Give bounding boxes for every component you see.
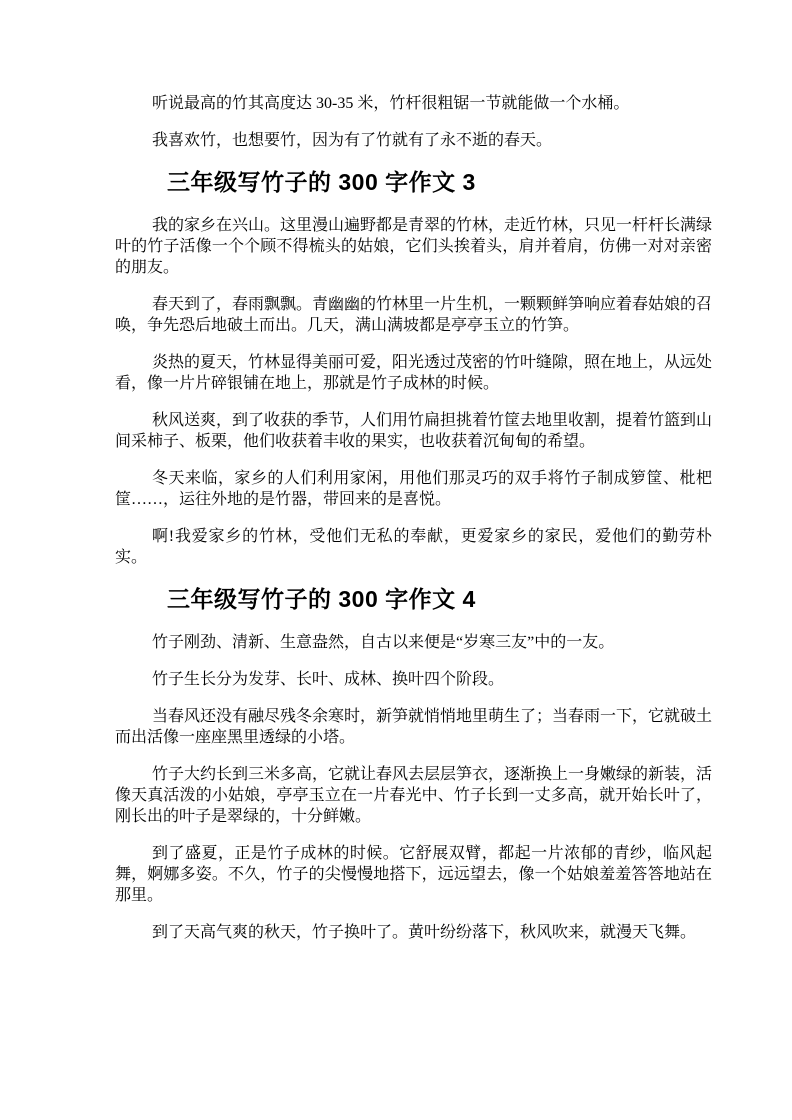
- essay-3-paragraph-6: 啊!我爱家乡的竹林，受他们无私的奉献，更爱家乡的家民，爱他们的勤劳朴实。: [115, 528, 712, 566]
- essay-4-paragraph-2: 竹子生长分为发芽、长叶、成林、换叶四个阶段。: [152, 671, 505, 688]
- essay-4-paragraph-1: 竹子刚劲、清新、生意盎然，自古以来便是“岁寒三友”中的一友。: [152, 634, 615, 651]
- essay-3-paragraph-5: 冬天来临，家乡的人们利用家闲，用他们那灵巧的双手将竹子制成箩筐、枇杷筐……，运往外地的是竹器，带回来的是喜悦。: [115, 470, 712, 508]
- essay-3-paragraph-2: 春天到了，春雨飘飘。青幽幽的竹林里一片生机，一颗颗鲜笋响应着春姑娘的召唤，争先恐后地破土而出。几天，满山满坡都是亭亭玉立的竹笋。: [115, 296, 713, 334]
- essay-4-paragraph-6: 到了天高气爽的秋天，竹子换叶了。黄叶纷纷落下，秋风吹来，就漫天飞舞。: [152, 924, 697, 941]
- essay-3-paragraph-4: 秋风送爽，到了收获的季节，人们用竹扁担挑着竹筐去地里收割，提着竹篮到山间采柿子、板栗，他们收获着丰收的果实，也收获着沉甸甸的希望。: [115, 412, 713, 450]
- essay-3-title: 三年级写竹子的 300 字作文 3: [167, 169, 476, 195]
- intro-paragraph-1: 听说最高的竹其高度达 30-35 米，竹杆很粗锯一节就能做一个水桶。: [152, 95, 630, 112]
- essay-4-paragraph-4: 竹子大约长到三米多高，它就让春风去层层笋衣，逐渐换上一身嫩绿的新装，活像天真活泼的小姑娘，亭亭玉立在一片春光中、竹子长到一丈多高，就开始长叶了，刚长出的叶子是翠绿的，十分鲜嫩。: [115, 766, 713, 825]
- essay-3-paragraph-1: 我的家乡在兴山。这里漫山遍野都是青翠的竹林，走近竹林，只见一杆杆长满绿叶的竹子活像一个个顾不得梳头的姑娘，它们头挨着头，肩并着肩，仿佛一对对亲密的朋友。: [115, 217, 713, 276]
- essay-3-paragraph-3: 炎热的夏天，竹林显得美丽可爱，阳光透过茂密的竹叶缝隙，照在地上，从远处看，像一片片碎银铺在地上，那就是竹子成林的时候。: [115, 354, 713, 392]
- essay-4-title: 三年级写竹子的 300 字作文 4: [167, 586, 476, 612]
- intro-paragraph-2: 我喜欢竹，也想要竹，因为有了竹就有了永不逝的春天。: [152, 132, 553, 149]
- essay-4-paragraph-3: 当春风还没有融尽残冬余寒时，新笋就悄悄地里萌生了；当春雨一下，它就破土而出活像一座座黑里透绿的小塔。: [115, 708, 713, 746]
- essay-4-paragraph-5: 到了盛夏，正是竹子成林的时候。它舒展双臂，都起一片浓郁的青纱，临风起舞，婀娜多姿。不久，竹子的尖慢慢地搭下，远远望去，像一个姑娘羞羞答答地站在那里。: [115, 845, 712, 904]
